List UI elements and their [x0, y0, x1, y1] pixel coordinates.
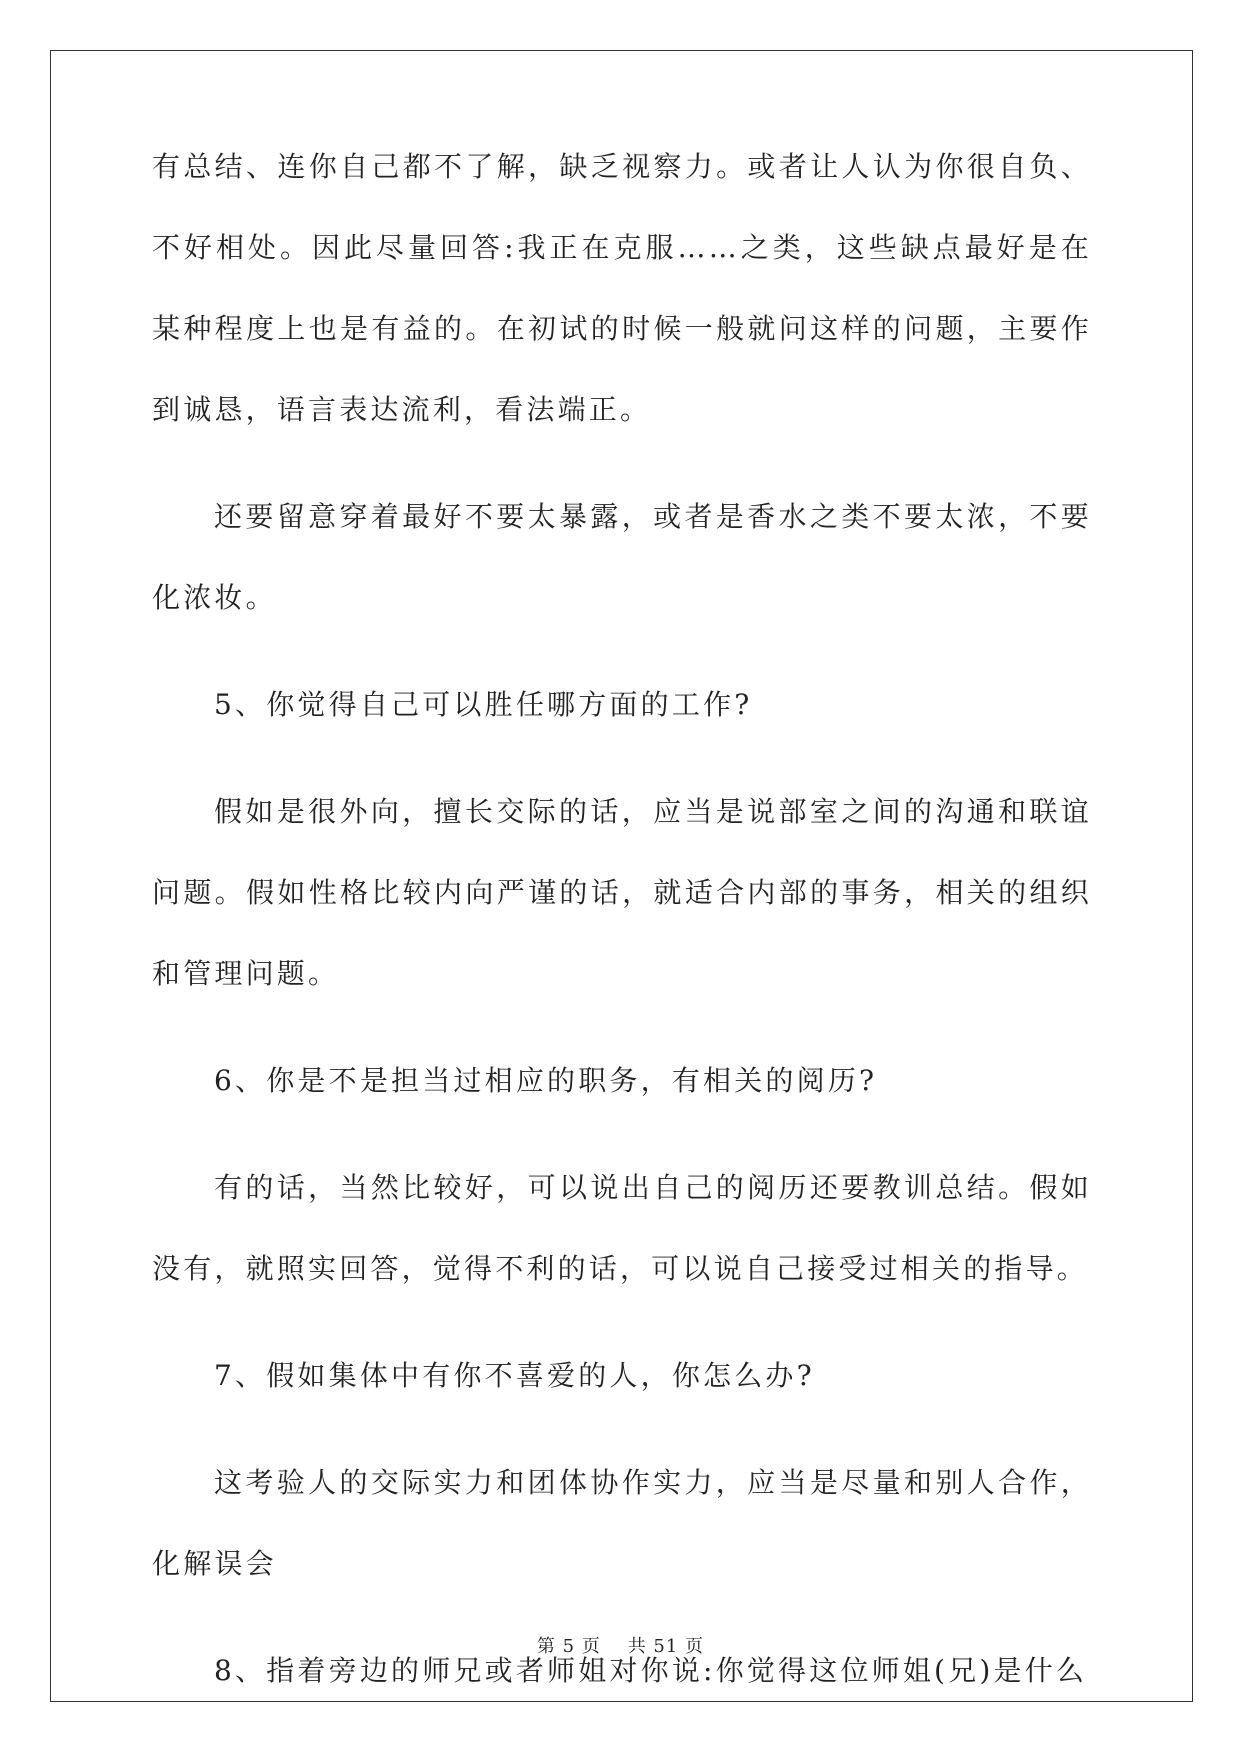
- question-5: 5、你觉得自己可以胜任哪方面的工作?: [214, 688, 753, 721]
- answer-6: 有的话，当然比较好，可以说出自己的阅历还要教训总结。假如没有，就照实回答，觉得不利的话，可以说自己接受过相关的指导。: [152, 1171, 1092, 1285]
- paragraph-2: 还要留意穿着最好不要太暴露，或者是香水之类不要太浓，不要化浓妆。: [152, 500, 1092, 614]
- question-8: 8、指着旁边的师兄或者师姐对你说:你觉得这位师姐(兄)是什么: [214, 1654, 1088, 1687]
- answer-5: 假如是很外向，擅长交际的话，应当是说部室之间的沟通和联谊问题。假如性格比较内向严谨的话，就适合内部的事务，相关的组织和管理问题。: [152, 795, 1092, 990]
- paragraph-1: 有总结、连你自己都不了解，缺乏视察力。或者让人认为你很自负、不好相处。因此尽量回答:我正在克服……之类，这些缺点最好是在某种程度上也是有益的。在初试的时候一般就问这样的问题，主要作到诚恳，语言表达流利，看法端正。: [152, 150, 1092, 426]
- question-6: 6、你是不是担当过相应的职务，有相关的阅历?: [214, 1064, 878, 1097]
- page-number-footer: 第 5 页 共 51 页: [536, 1636, 705, 1657]
- question-7: 7、假如集体中有你不喜爱的人，你怎么办?: [214, 1359, 815, 1392]
- document-body: [152, 150, 1092, 1737]
- answer-7: 这考验人的交际实力和团体协作实力，应当是尽量和别人合作，化解误会: [152, 1466, 1092, 1580]
